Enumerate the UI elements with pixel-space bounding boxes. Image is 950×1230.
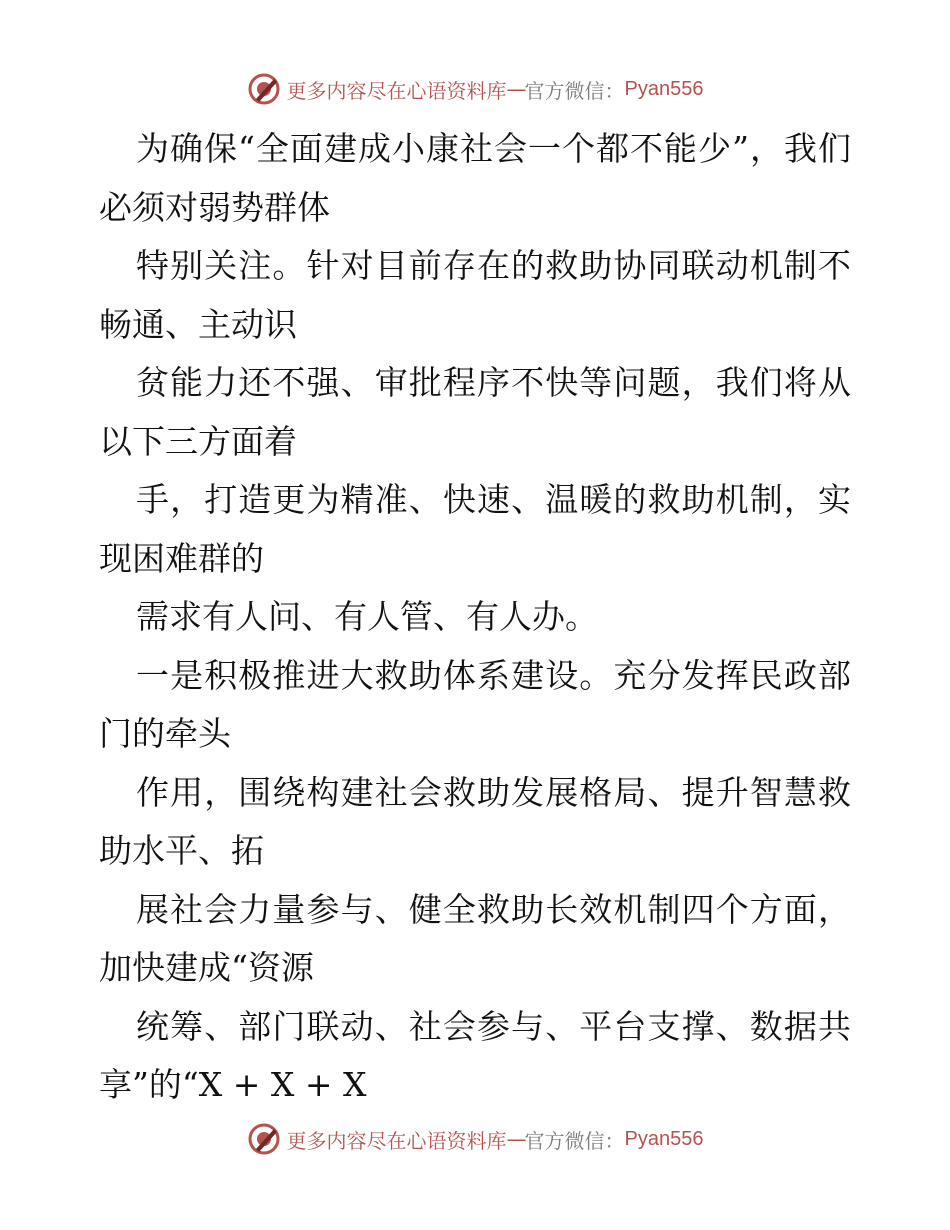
paragraph: 作用，围绕构建社会救助发展格局、提升智慧救助水平、拓	[99, 772, 851, 870]
paragraph: 手，打造更为精准、快速、温暖的救助机制，实现困难群的	[99, 480, 851, 578]
paragraph: 为确保“全面建成小康社会一个都不能少”，我们必须对弱势群体	[99, 129, 851, 227]
watermark-dash: —	[506, 1127, 525, 1151]
watermark-label: 官方微信：	[524, 1128, 625, 1153]
paragraph: 展社会力量参与、健全救助长效机制四个方面，加快建成“资源	[99, 889, 851, 987]
watermark-label: 官方微信：	[524, 78, 625, 103]
pen-circle-logo-icon	[247, 72, 281, 106]
paragraph: 贫能力还不强、审批程序不快等问题，我们将从以下三方面着	[99, 363, 851, 461]
paragraph: 特别关注。针对目前存在的救助协同联动机制不畅通、主动识	[99, 246, 851, 344]
paragraph: 统筹、部门联动、社会参与、平台支撑、数据共享”的“X + X + X	[99, 1006, 851, 1104]
watermark-brand: 更多内容尽在心语资料库	[286, 78, 507, 103]
pen-circle-logo-icon	[247, 1122, 281, 1156]
watermark-id: Pyan556	[624, 77, 704, 100]
header-watermark	[0, 69, 950, 109]
document-body	[99, 120, 851, 1115]
watermark-id: Pyan556	[624, 1127, 704, 1150]
watermark-dash: —	[506, 77, 525, 101]
watermark-brand: 更多内容尽在心语资料库	[286, 1128, 507, 1153]
paragraph: 需求有人问、有人管、有人办。	[136, 597, 598, 636]
footer-watermark	[0, 1119, 950, 1159]
paragraph: 一是积极推进大救助体系建设。充分发挥民政部门的牵头	[99, 655, 851, 753]
